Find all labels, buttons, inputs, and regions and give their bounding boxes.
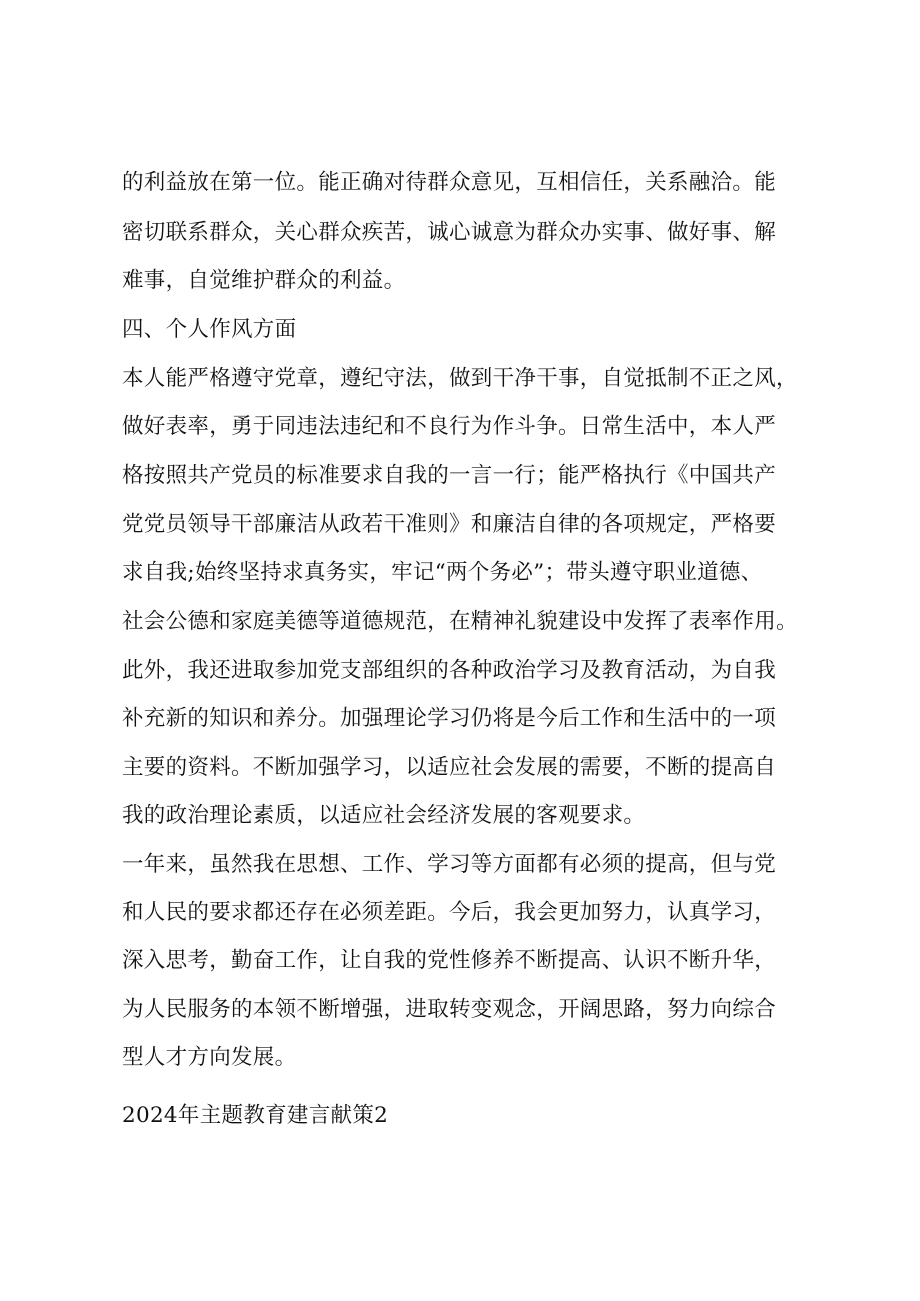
paragraph-line: 难事，自觉维护群众的利益。 (122, 268, 406, 293)
paragraph-line: 一年来，虽然我在思想、工作、学习等方面都有必须的提高，但与党 (122, 852, 777, 877)
paragraph-line: 深入思考，勤奋工作，让自我的党性修养不断提高、认识不断升华， (122, 948, 777, 973)
paragraph-line: 我的政治理论素质，以适应社会经济发展的客观要求。 (122, 803, 646, 828)
paragraph-line: 做好表率，勇于同违法违纪和不良行为作斗争。日常生活中，本人严 (122, 414, 777, 439)
paragraph-line: 和人民的要求都还存在必须差距。今后，我会更加努力，认真学习， (122, 900, 777, 925)
paragraph-line: 本人能严格遵守党章，遵纪守法，做到干净干事，自觉抵制不正之风， (122, 366, 798, 391)
paragraph-line: 主要的资料。不断加强学习，以适应社会发展的需要，不断的提高自 (122, 755, 777, 780)
paragraph-line: 型人才方向发展。 (122, 1045, 297, 1070)
section-heading: 四、个人作风方面 (122, 317, 297, 342)
paragraph-line: 格按照共产党员的标准要求自我的一言一行；能严格执行《中国共产 (122, 463, 777, 488)
paragraph-line: 密切联系群众，关心群众疾苦，诚心诚意为群众办实事、做好事、解 (122, 220, 777, 245)
paragraph-line: 党党员领导干部廉洁从政若干准则》和廉洁自律的各项规定，严格要 (122, 512, 777, 537)
paragraph-line: 求自我;始终坚持求真务实，牢记“两个务必”；带头遵守职业道德、 (122, 560, 763, 585)
section-title: 2024年主题教育建言献策2 (122, 1103, 389, 1128)
paragraph-line: 此外，我还进取参加党支部组织的各种政治学习及教育活动，为自我 (122, 658, 777, 683)
paragraph-line: 的利益放在第一位。能正确对待群众意见，互相信任，关系融洽。能 (122, 170, 777, 195)
paragraph-line: 社会公德和家庭美德等道德规范，在精神礼貌建设中发挥了表率作用。 (122, 609, 798, 634)
paragraph-line: 补充新的知识和养分。加强理论学习仍将是今后工作和生活中的一项 (122, 706, 777, 731)
paragraph-line: 为人民服务的本领不断增强，进取转变观念，开阔思路，努力向综合 (122, 997, 777, 1022)
